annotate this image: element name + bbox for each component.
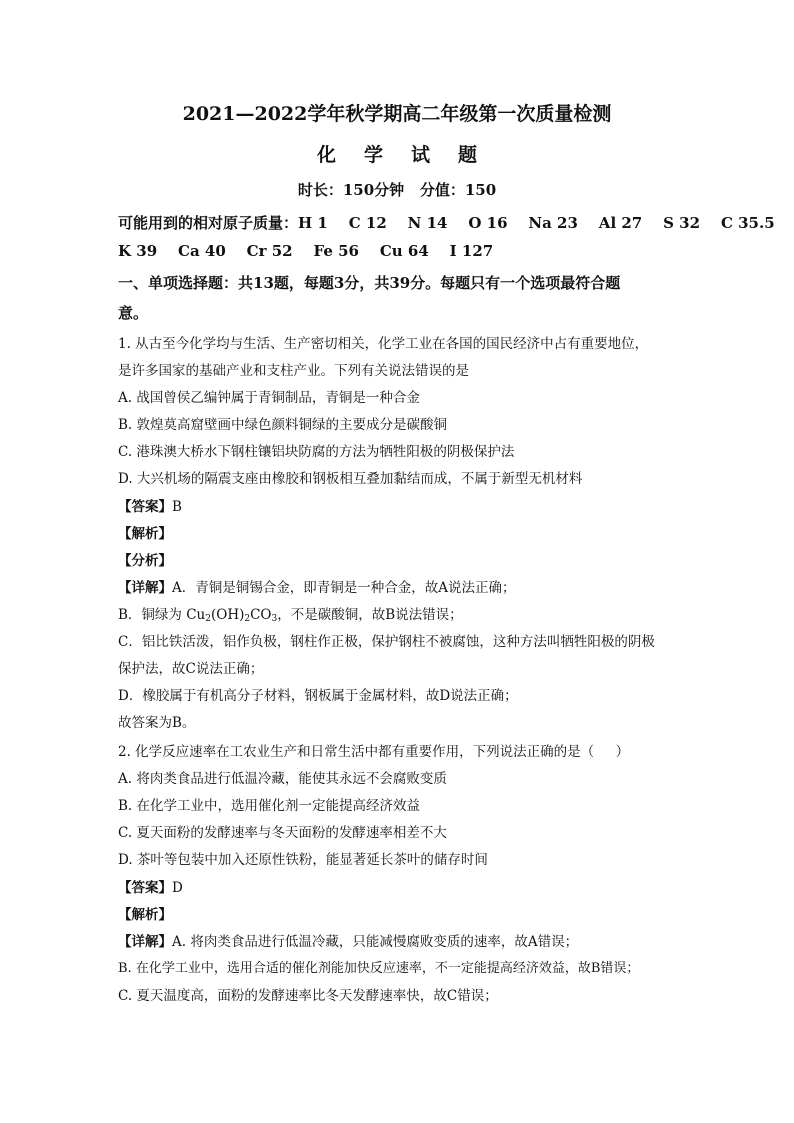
detail-a-text: A．青铜是铜锡合金，即青铜是一种合金，故A说法正确； <box>172 580 516 596</box>
detail-a-text: A. 将肉类食品进行低温冷藏，只能减慢腐败变质的速率，故A错误； <box>172 934 579 950</box>
subscript: 2 <box>244 614 251 624</box>
answer-tag: 【答案】 <box>118 880 172 896</box>
detail-tag: 【详解】 <box>118 580 172 596</box>
answer-value: B <box>172 499 182 515</box>
answer-tag: 【答案】 <box>118 499 172 515</box>
q2-detail-a <box>118 930 578 950</box>
detail-b-post: ，不是碳酸铜，故B说法错误； <box>277 607 463 623</box>
subscript: 2 <box>205 614 211 624</box>
q2-option-b: B. 在化学工业中，选用催化剂一定能提高经济效益 <box>118 798 421 814</box>
section-heading-line-2: 意。 <box>118 304 149 322</box>
answer-value: D <box>172 880 183 896</box>
q1-detail-a <box>118 576 516 596</box>
q1-detail-c-line-1: C．铝比铁活泼，铝作负极，钢柱作正极，保护钢柱不被腐蚀，这种方法叫牺牲阳极的阴极 <box>118 634 655 650</box>
q1-detail-b <box>118 603 463 624</box>
q1-option-c: C. 港珠澳大桥水下钢柱镶铝块防腐的方法为牺牲阳极的阴极保护法 <box>118 444 515 460</box>
q2-stem: 2. 化学反应速率在工农业生产和日常生活中都有重要作用，下列说法正确的是（ ） <box>118 744 630 760</box>
q1-stem-line-2: 是许多国家的基础产业和支柱产业。下列有关说法错误的是 <box>118 363 469 379</box>
q2-option-d: D. 茶叶等包装中加入还原性铁粉，能显著延长茶叶的储存时间 <box>118 852 488 868</box>
q1-conclusion: 故答案为B。 <box>118 715 196 731</box>
q2-detail-b: B. 在化学工业中，选用合适的催化剂能加快反应速率，不一定能提高经济效益，故B错误； <box>118 961 640 976</box>
q1-answer <box>118 495 182 515</box>
q2-detail-c: C. 夏天温度高，面粉的发酵速率比冬天发酵速率快，故C错误； <box>118 988 498 1004</box>
q2-analysis-tag: 【解析】 <box>118 907 172 923</box>
q1-stem-line-1: 1. 从古至今化学均与生活、生产密切相关，化学工业在各国的国民经济中占有重要地位， <box>118 336 649 352</box>
atomic-mass-line-1: 可能用到的相对原子质量：H 1 C 12 N 14 O 16 Na 23 Al 27 S 32 C 35.5 <box>118 214 775 232</box>
exam-title: 2021—2022学年秋学期高二年级第一次质量检测 <box>182 103 612 125</box>
q1-detail-c-line-2: 保护法，故C说法正确； <box>118 661 264 677</box>
subscript: 3 <box>271 614 278 624</box>
q1-option-d: D. 大兴机场的隔震支座由橡胶和钢板相互叠加黏结而成，不属于新型无机材料 <box>118 471 583 487</box>
subject-title: 化学试题 <box>316 144 505 166</box>
q1-option-b: B. 敦煌莫高窟壁画中绿色颜料铜绿的主要成分是碳酸铜 <box>118 417 448 433</box>
exam-meta: 时长：150分钟 分值：150 <box>297 181 497 199</box>
q2-answer <box>118 876 183 896</box>
q2-option-c: C. 夏天面粉的发酵速率与冬天面粉的发酵速率相差不大 <box>118 825 447 841</box>
detail-b-mid: (OH) <box>210 607 245 623</box>
detail-b-pre: B．铜绿为 Cu <box>118 607 206 623</box>
atomic-mass-line-2: K 39 Ca 40 Cr 52 Fe 56 Cu 64 I 127 <box>118 242 494 260</box>
q1-analysis-tag: 【解析】 <box>118 526 172 542</box>
detail-b-co: CO <box>250 607 272 623</box>
q1-fenxi-tag: 【分析】 <box>118 553 172 569</box>
detail-tag: 【详解】 <box>118 934 172 950</box>
q1-detail-d: D．橡胶属于有机高分子材料，钢板属于金属材料，故D说法正确； <box>118 688 518 704</box>
q1-option-a: A. 战国曾侯乙编钟属于青铜制品，青铜是一种合金 <box>118 390 420 406</box>
q2-option-a: A. 将肉类食品进行低温冷藏，能使其永远不会腐败变质 <box>118 771 447 787</box>
section-heading-line-1: 一、单项选择题：共13题，每题3分，共39分。每题只有一个选项最符合题 <box>118 274 621 292</box>
